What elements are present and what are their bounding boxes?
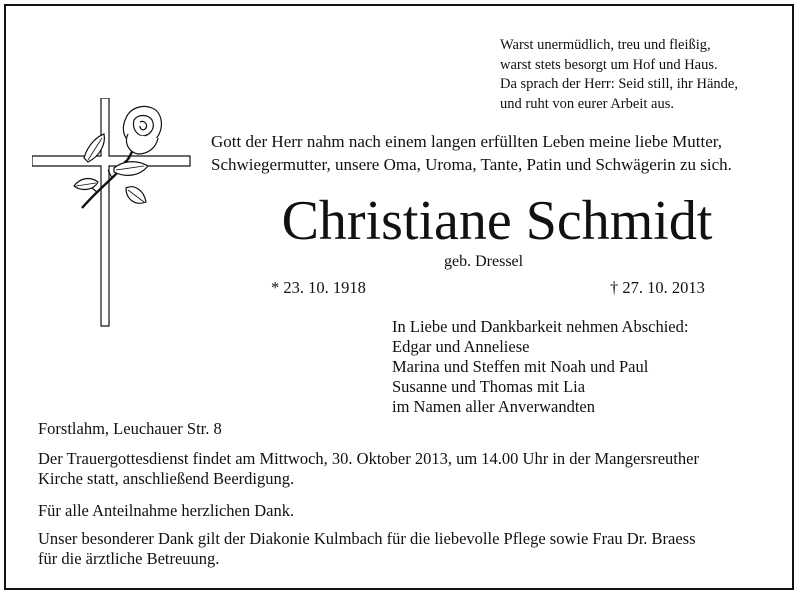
intro-text: [211, 130, 732, 176]
maiden-name: geb. Dressel: [444, 253, 524, 270]
address-line: Forstlahm, Leuchauer Str. 8: [38, 419, 222, 438]
service-info: [38, 449, 699, 489]
deceased-name: Christiane Schmidt: [281, 190, 713, 252]
intro-line: Schwiegermutter, unsere Oma, Uroma, Tante, Patin und Schwägerin zu sich.: [211, 155, 732, 174]
thanks: [38, 501, 294, 521]
poem-line: Da sprach der Herr: Seid still, ihr Hände,: [500, 76, 738, 92]
poem-line: und ruht von eurer Arbeit aus.: [500, 95, 674, 112]
thanks-line: Für alle Anteilnahme herzlichen Dank.: [38, 501, 295, 520]
service-line: Der Trauergottesdienst findet am Mittwoch, 30. Oktober 2013, um 14.00 Uhr in der Mangersreuther: [38, 449, 699, 468]
special-thanks-line: für die ärztliche Betreuung.: [38, 549, 220, 568]
address: [38, 419, 222, 439]
mourners-line: im Namen aller Anverwandten: [392, 397, 595, 416]
obituary-notice: [4, 4, 794, 590]
mourners-line: Edgar und Anneliese: [392, 337, 530, 356]
poem-line: warst stets besorgt um Hof und Haus.: [500, 56, 718, 73]
poem: [500, 36, 738, 114]
mourners-line: Marina und Steffen mit Noah und Paul: [392, 357, 649, 376]
intro-line: Gott der Herr nahm nach einem langen erfüllten Leben meine liebe Mutter,: [211, 132, 723, 151]
service-line: Kirche statt, anschließend Beerdigung.: [38, 469, 295, 488]
special-thanks: [38, 529, 696, 569]
poem-line: Warst unermüdlich, treu und fleißig,: [500, 37, 711, 53]
mourners-line: Susanne und Thomas mit Lia: [392, 377, 586, 396]
mourners-list: [392, 317, 688, 417]
birth-date: * 23. 10. 1918: [271, 278, 366, 297]
mourners-line: In Liebe und Dankbarkeit nehmen Abschied:: [392, 317, 689, 336]
death-date: † 27. 10. 2013: [610, 278, 705, 297]
special-thanks-line: Unser besonderer Dank gilt der Diakonie Kulmbach für die liebevolle Pflege sowie Frau Dr. Braess: [38, 529, 696, 548]
